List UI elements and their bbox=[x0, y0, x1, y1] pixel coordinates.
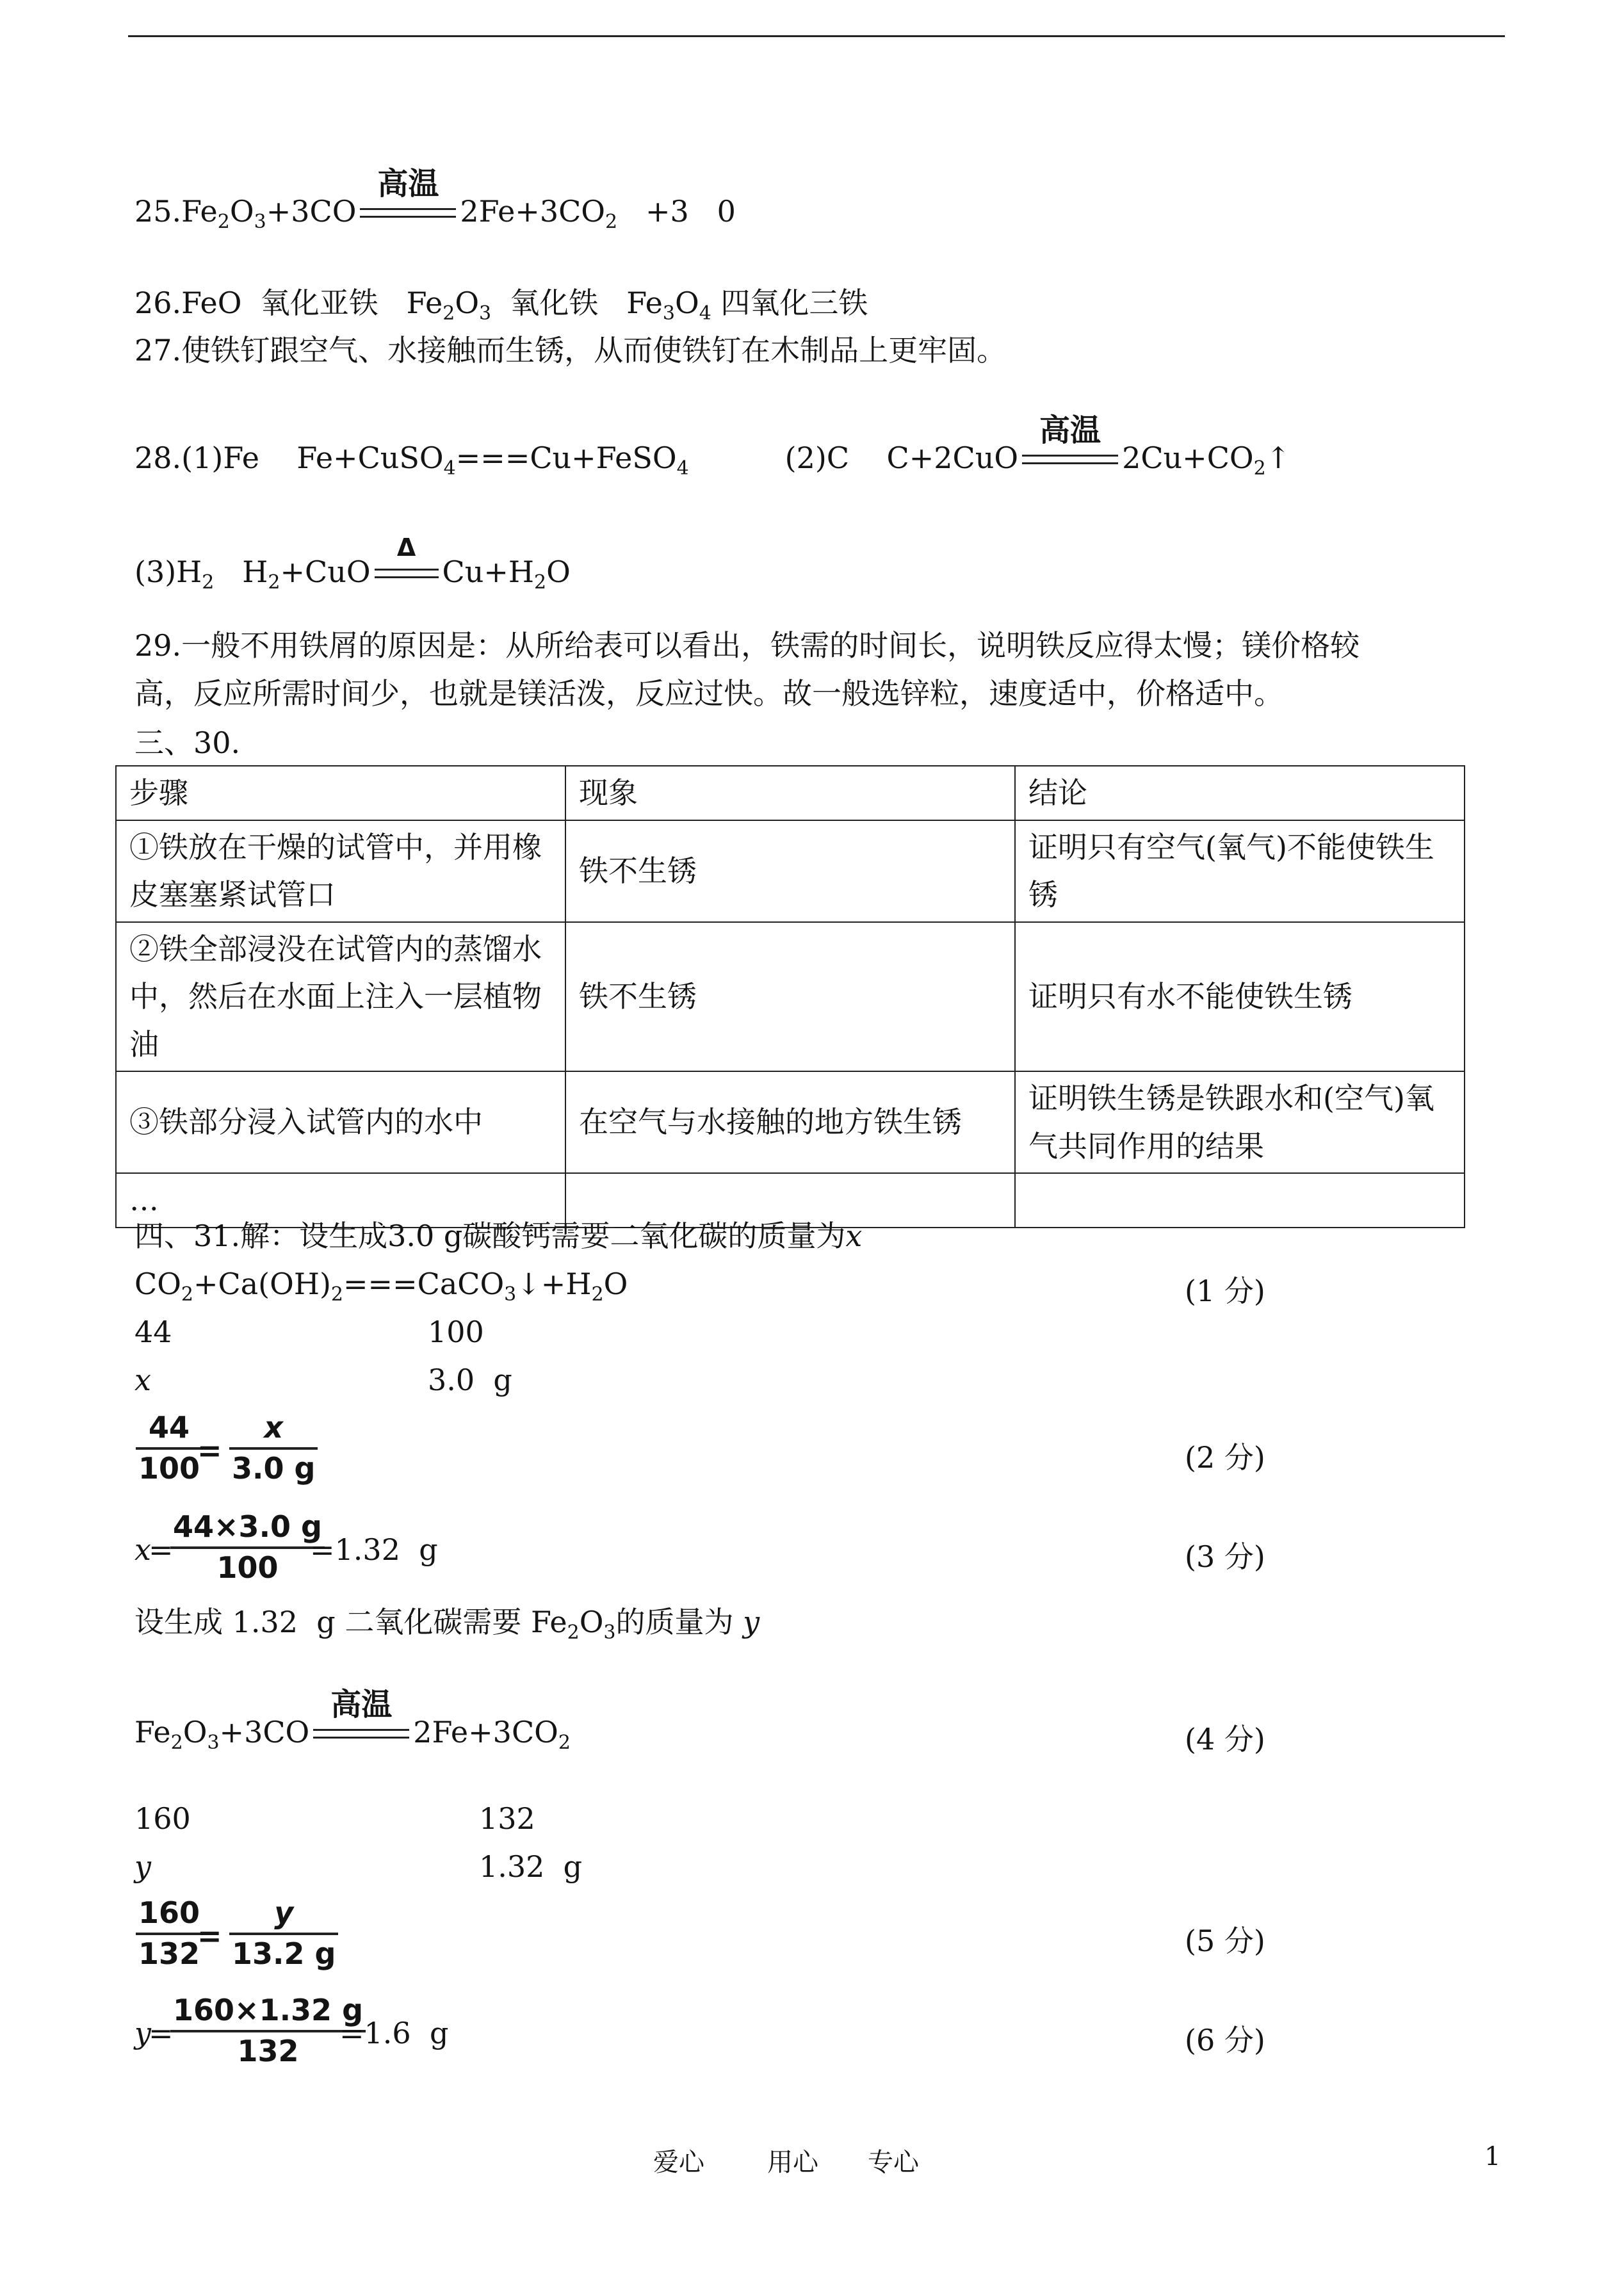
table-row bbox=[116, 1071, 1465, 1173]
calc-equals: = bbox=[149, 2016, 174, 2050]
answer-25: $25.Fe_2O_3+3CO$ 高温 $2Fe+3CO_2 +3$ 0 bbox=[134, 165, 736, 233]
table-header-cell: 步骤 bbox=[116, 766, 565, 820]
table-cell: 铁不生锈 bbox=[565, 922, 1015, 1072]
score-2: (2 分) bbox=[1185, 1440, 1265, 1475]
ratio-left: 44 bbox=[134, 1315, 172, 1349]
table-cell: ②铁全部浸没在试管内的蒸馏水中，然后在水面上注入一层植物油 bbox=[116, 922, 565, 1072]
experiment-table bbox=[115, 765, 1465, 1228]
table-cell: 证明只有水不能使铁生锈 bbox=[1015, 922, 1465, 1072]
footer-word: 专心 bbox=[868, 2148, 919, 2177]
calc-result: =1.32 g bbox=[310, 1532, 438, 1567]
table-header-row bbox=[116, 766, 1465, 820]
score-3: (3 分) bbox=[1185, 1539, 1265, 1574]
table-cell: 铁不生锈 bbox=[565, 820, 1015, 922]
table-header-cell: 结论 bbox=[1015, 766, 1465, 820]
set-statement-2: 设生成 1.32 g 二氧化碳需要 $Fe_2O_3$的质量为 y bbox=[134, 1605, 760, 1644]
ratio-left: 160 bbox=[134, 1801, 191, 1836]
answer-27: 27.使铁钉跟空气、水接触而生锈，从而使铁钉在木制品上更牢固。 bbox=[134, 333, 1007, 368]
calc-variable: y bbox=[134, 2016, 151, 2050]
equals-sign: = bbox=[197, 1918, 222, 1953]
table-cell: ①铁放在干燥的试管中，并用橡皮塞塞紧试管口 bbox=[116, 820, 565, 922]
table-cell: 证明只有空气(氧气)不能使铁生锈 bbox=[1015, 820, 1465, 922]
footer-word: 爱心 bbox=[653, 2148, 704, 2177]
fraction-right: $\frac{y}{13.2 g}$ bbox=[229, 1894, 338, 1974]
table-header-cell: 现象 bbox=[565, 766, 1015, 820]
answer-29-line2: 高，反应所需时间少，也就是镁活泼，反应过快。故一般选锌粒，速度适中，价格适中。 bbox=[134, 676, 1283, 711]
score-5: (5 分) bbox=[1185, 1924, 1265, 1958]
calc-variable: x bbox=[134, 1532, 151, 1567]
ratio-right: 1.32 g bbox=[479, 1849, 583, 1884]
ratio-right: 3.0 g bbox=[428, 1363, 512, 1397]
section-3-heading: 三、30. bbox=[134, 726, 241, 760]
table-cell: 在空气与水接触的地方铁生锈 bbox=[565, 1071, 1015, 1173]
page-number: 1 bbox=[1484, 2142, 1501, 2171]
table-row bbox=[116, 820, 1465, 922]
table-row bbox=[116, 922, 1465, 1072]
answer-29-line1: 29.一般不用铁屑的原因是：从所给表可以看出，铁需的时间长，说明铁反应得太慢；镁价格较 bbox=[134, 628, 1360, 663]
section-4-heading: 四、31.解：设生成3.0 g碳酸钙需要二氧化碳的质量为x bbox=[134, 1219, 863, 1253]
answer-28-part3: $(3)H_2$ $H_2+CuO$ Δ $Cu+H_2O$ bbox=[134, 533, 571, 594]
fraction-right: $\frac{x}{3.0 g}$ bbox=[229, 1409, 318, 1488]
fraction-left: $\frac{160}{132}$ bbox=[136, 1894, 202, 1974]
score-6: (6 分) bbox=[1185, 2023, 1265, 2057]
footer-word: 用心 bbox=[767, 2148, 818, 2177]
calc-fraction: $\frac{44\times 3.0 g}{100}$ bbox=[170, 1508, 325, 1587]
calc-result: =1.6 g bbox=[339, 2016, 449, 2050]
ratio-left: x bbox=[134, 1363, 151, 1397]
equation-2: $Fe_2O_3+3CO$ 高温 $2Fe+3CO_2$ bbox=[134, 1686, 571, 1754]
heating-condition: Δ bbox=[375, 556, 439, 588]
equation-1: $CO_2+Ca(OH)_2===CaCO_3↓+H_2O$ bbox=[134, 1267, 628, 1306]
reaction-condition: 高温 bbox=[313, 1716, 409, 1749]
table-cell bbox=[1015, 1173, 1465, 1228]
table-cell: 证明铁生锈是铁跟水和(空气)氧气共同作用的结果 bbox=[1015, 1071, 1465, 1173]
score-1: (1 分) bbox=[1185, 1274, 1265, 1308]
ratio-right: 100 bbox=[428, 1315, 484, 1349]
fraction-left: $\frac{44}{100}$ bbox=[136, 1409, 202, 1488]
table-cell: … bbox=[116, 1173, 565, 1228]
calc-equals: = bbox=[149, 1532, 174, 1567]
equals-sign: = bbox=[197, 1433, 222, 1468]
ratio-left: y bbox=[134, 1849, 151, 1884]
header-rule bbox=[128, 35, 1505, 37]
reaction-condition: 高温 bbox=[360, 195, 456, 228]
reaction-condition: 高温 bbox=[1022, 442, 1118, 474]
answer-28-part1: 28.(1)Fe Fe+CuSO$_4$===Cu+FeSO$_4$ (2)C C+2CuO 高温 $2Cu+CO_2↑$ bbox=[134, 412, 1291, 480]
calc-fraction: $\frac{160\times 1.32 g}{132}$ bbox=[170, 1991, 366, 2071]
ratio-right: 132 bbox=[479, 1801, 535, 1836]
score-4: (4 分) bbox=[1185, 1722, 1265, 1756]
answer-26: 26.FeO 氧化亚铁 $Fe_2O_3$ 氧化铁 $Fe_3O_4$ 四氧化三铁 bbox=[134, 286, 868, 325]
table-cell: ③铁部分浸入试管内的水中 bbox=[116, 1071, 565, 1173]
